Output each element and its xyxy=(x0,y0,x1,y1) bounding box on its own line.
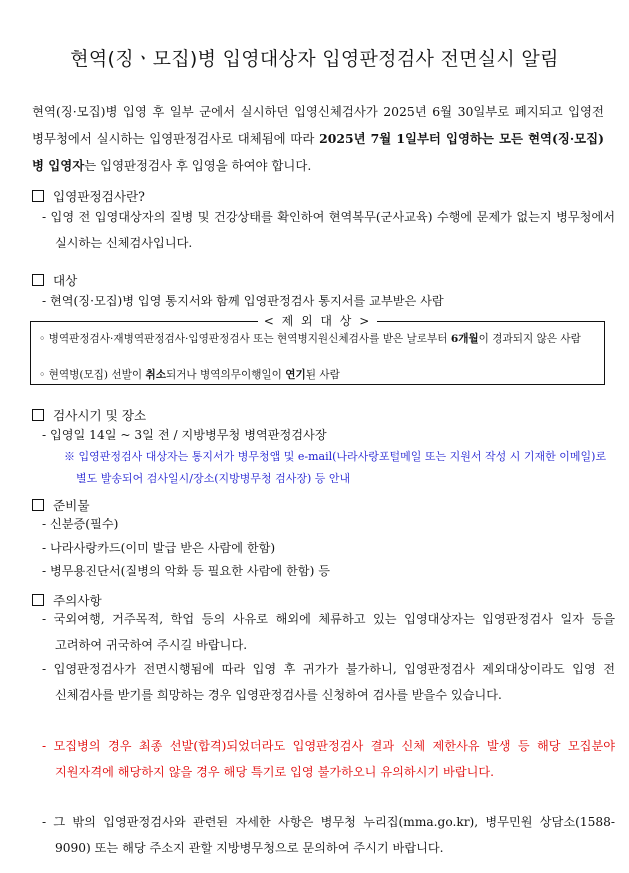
section-heading-what-label: 입영판정검사란? xyxy=(53,189,145,204)
document-title: 현역(징ㆍ모집)병 입영대상자 입영판정검사 전면실시 알림 xyxy=(70,48,559,70)
exclusion-item-1-post: 이 경과되지 않은 사람 xyxy=(478,333,581,345)
exclusion-box xyxy=(30,314,605,385)
exclusion-item-1-bold: 6개월 xyxy=(450,333,479,345)
intro-bold-text: 2025년 7월 1일부터 입영하는 모든 현역(징·모집)병 입영자 xyxy=(32,131,604,173)
prep-item-0: - 신분증(필수) xyxy=(42,517,119,531)
exclusion-item-2-bold-2: 연기 xyxy=(285,369,306,381)
schedule-item-0: - 입영일 14일 ~ 3일 전 / 지방병무청 병역판정검사장 xyxy=(42,428,327,442)
target-item-0: - 현역(징·모집)병 입영 통지서와 함께 입영판정검사 통지서를 교부받은 사람 xyxy=(42,294,444,308)
caution-item-3: - 그 밖의 입영판정검사와 관련된 자세한 사항은 병무청 누리집(mma.go.kr), 병무민원 상담소(1588-9090) 또는 해당 주소지 관할 지방병무청으로 문의하여 주시기 바랍니다. xyxy=(42,815,615,855)
checkbox-square-icon xyxy=(32,190,44,202)
checkbox-square-icon xyxy=(32,499,44,511)
section-heading-what xyxy=(32,186,145,205)
caution-item-0: - 국외여행, 거주목적, 학업 등의 사유로 해외에 체류하고 있는 입영대상자는 입영판정검사 일자 등을 고려하여 귀국하여 주시길 바랍니다. xyxy=(42,612,615,652)
schedule-note: ※ 입영판정검사 대상자는 통지서가 병무청앱 및 e-mail(나라사랑포털메일 또는 지원서 작성 시 기재한 이메일)로 별도 발송되어 검사일시/장소(지방병무청 검사장) 등 안내 xyxy=(64,450,607,485)
exclusion-item-2 xyxy=(39,367,607,383)
exclusion-title-wrap xyxy=(31,313,604,329)
section-heading-target-label: 대상 xyxy=(53,273,78,288)
caution-item-2-warning: - 모집병의 경우 최종 선발(합격)되었더라도 입영판정검사 결과 신체 제한사유 발생 등 해당 모집분야 지원자격에 해당하지 않을 경우 해당 특기로 입영 불가하오니 유의하시기 바랍니다. xyxy=(42,739,615,779)
exclusion-item-2-pre: ◦ 현역병(모집) 선발이 xyxy=(39,369,146,381)
intro-paragraph xyxy=(32,98,604,179)
checkbox-square-icon xyxy=(32,409,44,421)
section-heading-caution-label: 주의사항 xyxy=(53,593,102,608)
caution-item-1: - 입영판정검사가 전면시행됨에 따라 입영 후 귀가가 불가하니, 입영판정검사 제외대상이라도 입영 전 신체검사를 받기를 희망하는 경우 입영판정검사를 신청하여 검사를 받을수 있습니다. xyxy=(42,662,615,702)
intro-text-2: 는 입영판정검사 후 입영을 하여야 합니다. xyxy=(84,158,312,173)
exclusion-item-2-bold-1: 취소 xyxy=(145,369,166,381)
checkbox-square-icon xyxy=(32,274,44,286)
intro-text-1: 현역(징·모집)병 입영 후 일부 군에서 실시하던 입영신체검사가 2025년 6월 30일부로 폐지되고 입영전 병무청에서 실시하는 입영판정검사로 대체됨에 따라 xyxy=(32,104,604,146)
what-item-0: - 입영 전 입영대상자의 질병 및 건강상태를 확인하여 현역복무(군사교육) 수행에 문제가 없는지 병무청에서 실시하는 신체검사입니다. xyxy=(42,210,615,250)
section-heading-schedule-label: 검사시기 및 장소 xyxy=(53,408,147,423)
checkbox-square-icon xyxy=(32,594,44,606)
exclusion-item-1-pre: ◦ 병역판정검사·재병역판정검사·입영판정검사 또는 현역병지원신체검사를 받은 날로부터 xyxy=(39,333,451,345)
prep-item-2: - 병무용진단서(질병의 악화 등 필요한 사람에 한함) 등 xyxy=(42,564,330,578)
exclusion-item-1 xyxy=(39,331,607,347)
exclusion-item-2-post: 된 사람 xyxy=(305,369,340,381)
section-heading-target xyxy=(32,270,77,289)
section-heading-prep-label: 준비물 xyxy=(53,498,90,513)
exclusion-title: < 제 외 대 상 > xyxy=(258,314,378,328)
exclusion-item-2-mid: 되거나 병역의무이행일이 xyxy=(165,369,286,381)
prep-item-1: - 나라사랑카드(이미 발급 받은 사람에 한함) xyxy=(42,541,276,555)
